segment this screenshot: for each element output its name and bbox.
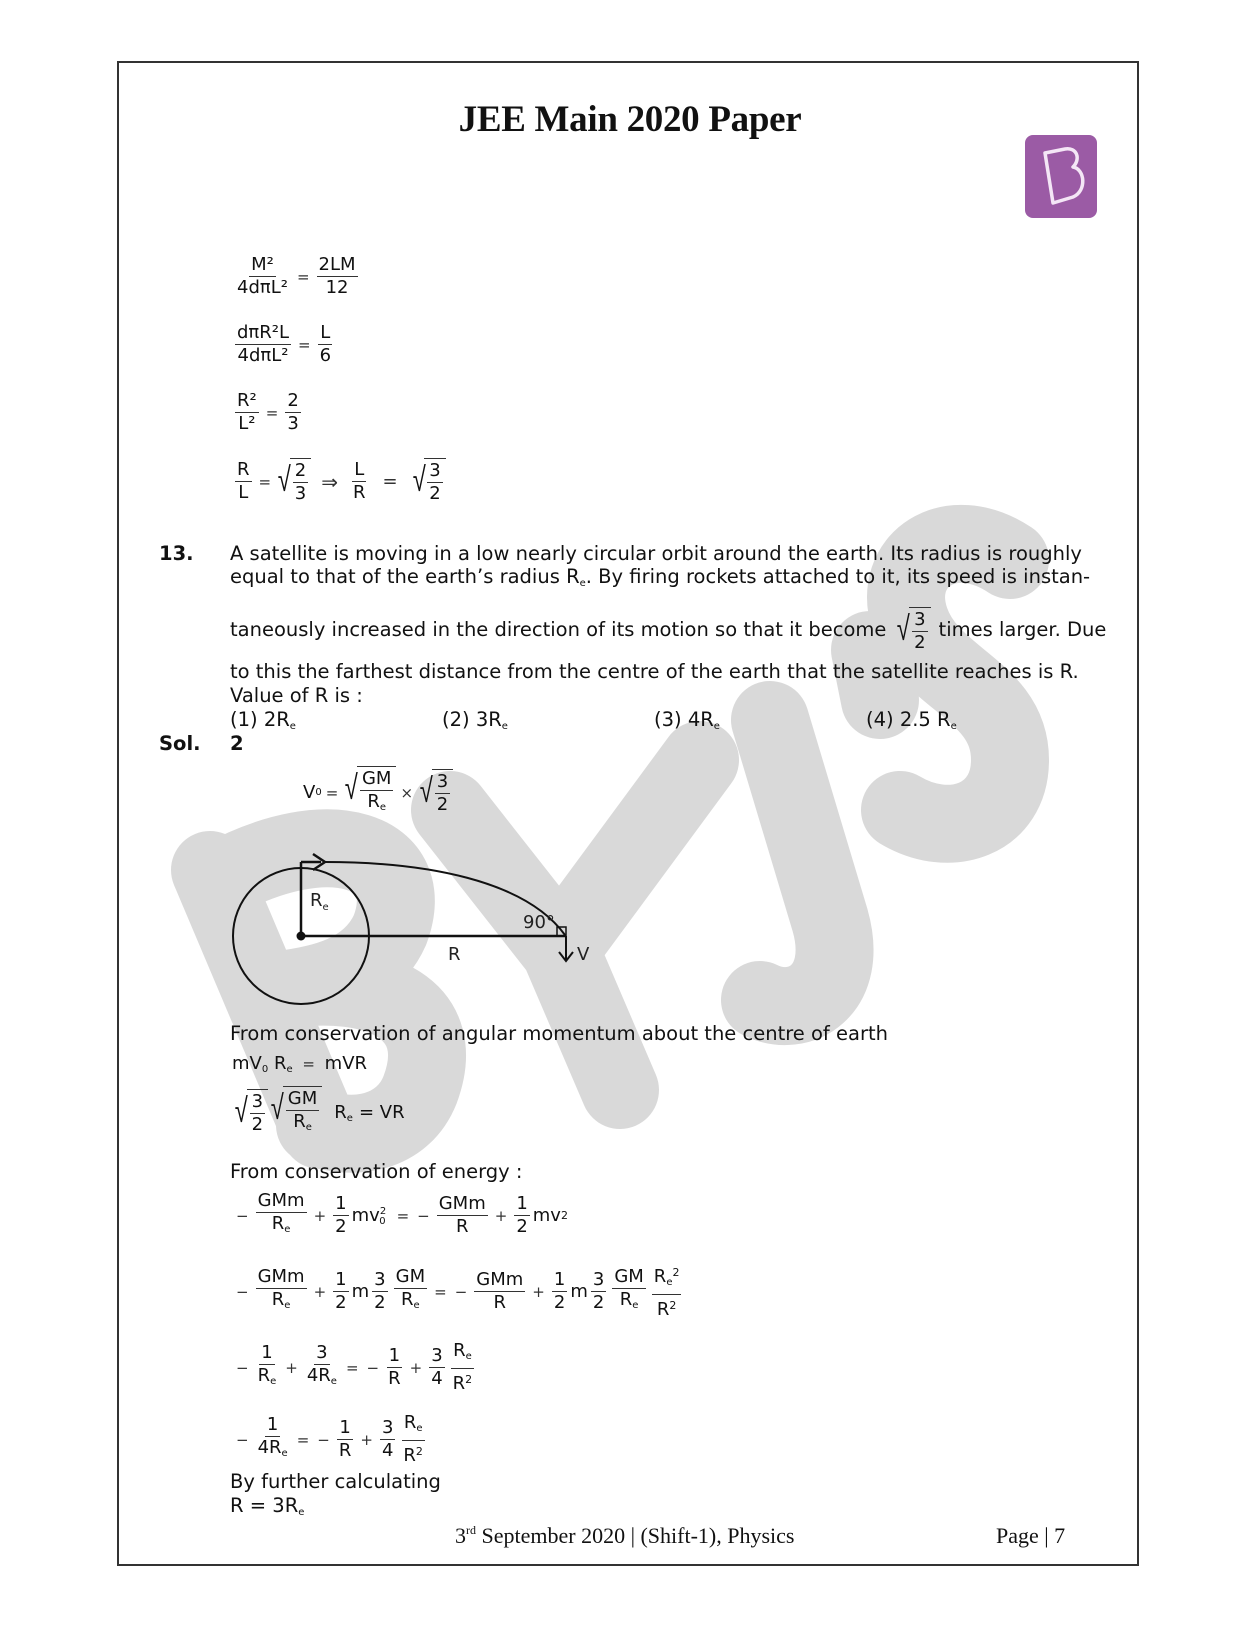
orbit-diagram	[225, 840, 605, 1020]
subscript: e	[950, 721, 957, 732]
fraction-denominator: 2	[914, 631, 926, 653]
fraction-numerator: 2	[287, 390, 299, 411]
subscript: e	[501, 721, 508, 732]
text: taneously increased in the direction of its motion so that it become	[230, 618, 887, 641]
energy-equation-1: − $\frac{\text{GMm}}{R_e}$ + $\frac{1}{2}$ mv 2 0 = − $\frac{\text{GMm}}{R}$ + $\frac{1}{2}$ mv 2	[236, 1190, 568, 1237]
byjus-logo	[1025, 135, 1097, 218]
text: times larger. Due	[938, 618, 1107, 641]
fraction-numerator: 3	[436, 771, 449, 792]
text: 3	[455, 1523, 466, 1548]
square-root: √ $\frac{2}{3}$	[275, 458, 311, 505]
subscript: e	[289, 721, 296, 732]
text: V	[303, 782, 316, 803]
question-line-4: to this the farthest distance from the centre of the earth that the satellite reaches is R.	[230, 660, 1079, 683]
fraction-denominator: 3	[287, 413, 299, 434]
angular-momentum-equation: $mV_0$ $R_e$ = mVR	[232, 1053, 368, 1075]
fraction-denominator: 4dπL²	[237, 345, 289, 366]
text: equal to that of the earth’s radius R	[230, 565, 580, 588]
question-line-3	[230, 600, 1106, 660]
square-root: √ $\frac{3}{2}$	[894, 607, 930, 654]
option-label: (2) 3R	[442, 708, 502, 731]
fraction-numerator: GM	[361, 768, 392, 789]
page-title: JEE Main 2020 Paper	[458, 99, 802, 140]
prev-eq-4: $\frac{R}{L}$ = √ $\frac{2}{3}$ ⇒ $\frac{L}{R}$ = √ $\frac{3}{2}$	[232, 458, 446, 505]
energy-text: From conservation of energy :	[230, 1160, 523, 1183]
fraction-denominator: 4dπL²	[237, 277, 288, 298]
text: = VR	[358, 1102, 405, 1123]
fraction-numerator: dπR²L	[237, 322, 290, 343]
further-calculating-text: By further calculating	[230, 1470, 441, 1493]
square-root: √ $\frac{GM}{R_e}$	[342, 766, 396, 819]
subscript: e	[379, 802, 387, 813]
fraction-denominator: 6	[319, 345, 332, 366]
subscript: 0	[315, 787, 322, 798]
logo-b-icon	[1025, 135, 1097, 218]
fraction-denominator: 2	[436, 794, 449, 815]
square-root: √ $\frac{GM}{R_e}$	[268, 1086, 322, 1139]
fraction-numerator: 2LM	[318, 254, 356, 275]
footer-date	[455, 1523, 794, 1549]
superscript: rd	[466, 1523, 476, 1537]
question-line-5: Value of R is :	[230, 684, 363, 707]
energy-equation-2: − $\frac{\text{GMm}}{R_e}$ + $\frac{1}{2}$ m $\frac{3}{2}$ $\frac{GM}{R_e}$ = − $\frac{\text{GMm}}{R}$ + $\frac{1}{2}$ m $\frac{3}{2}$ $\frac{GM}{R_e}$ $\frac{R_e^2}{R^2}$	[232, 1262, 684, 1321]
fraction-denominator: L²	[238, 413, 256, 434]
text: September 2020 | (Shift-1), Physics	[476, 1523, 795, 1548]
prev-eq-3: $\frac{\text{R²}}{\text{L²}}$ = $\frac{2}{3}$	[237, 390, 299, 434]
text: R = 3R	[230, 1494, 299, 1517]
implies-arrow: ⇒	[321, 469, 338, 494]
option-label: (3) 4R	[654, 708, 714, 731]
fraction-denominator: 12	[325, 277, 349, 298]
fraction-numerator: L	[320, 322, 331, 343]
question-line-2	[230, 565, 1090, 596]
footer-page-number: Page | 7	[996, 1523, 1066, 1548]
energy-equation-4: − $\frac{1}{4R_e}$ = − $\frac{1}{R}$ + $\frac{3}{4}$ $\frac{R_e}{R^2}$	[236, 1412, 423, 1466]
fraction-denominator: 2	[429, 483, 441, 504]
solution-answer: 2	[230, 732, 244, 755]
angular-momentum-equation-2: √ $\frac{3}{2}$ √ $\frac{GM}{R_e}$ $R_e$ = VR	[232, 1086, 405, 1139]
fraction-denominator: R	[352, 482, 366, 503]
angle-label: 90°	[523, 912, 555, 933]
energy-equation-3: − $\frac{1}{R_e}$ + $\frac{3}{4R_e}$ = − $\frac{1}{R}$ + $\frac{3}{4}$ $\frac{R_e}{R^2}$	[236, 1340, 473, 1394]
subscript: e	[579, 578, 586, 589]
option-label: (1) 2R	[230, 708, 290, 731]
option-3	[654, 708, 720, 739]
fraction-numerator: R	[237, 459, 250, 480]
text: . By firing rockets attached to it, its speed is instan-	[585, 565, 1091, 588]
square-root: √ $\frac{3}{2}$	[410, 458, 446, 505]
times-sign: ×	[400, 783, 414, 802]
fraction-denominator	[365, 791, 388, 819]
solution-label: Sol.	[159, 732, 201, 755]
fraction-numerator: 2	[294, 460, 307, 481]
subscript: e	[298, 1507, 305, 1518]
angular-momentum-text: From conservation of angular momentum about the centre of earth	[230, 1022, 888, 1045]
re-label: $R_e$	[310, 890, 329, 913]
prev-eq-1: $\frac{\text{M²}}{\text{4dπL²}}$ = $\frac{2LM}{12}$	[237, 254, 356, 298]
prev-eq-2: $\frac{\text{dπR²L}}{\text{4dπL²}}$ = $\frac{L}{6}$	[237, 322, 332, 366]
fraction-numerator: M²	[251, 254, 274, 275]
fraction-numerator: 3	[429, 460, 441, 481]
r-label: R	[448, 944, 461, 965]
fraction-numerator: 3	[914, 608, 926, 630]
fraction-numerator: L	[354, 459, 365, 480]
square-root: √ $\frac{3}{2}$	[417, 769, 453, 816]
square-root: √ $\frac{3}{2}$	[232, 1089, 268, 1136]
question-line-1: A satellite is moving in a low nearly circular orbit around the earth. Its radius is roughly	[230, 542, 1082, 565]
text: R	[367, 791, 380, 812]
final-answer	[230, 1494, 304, 1525]
subscript: e	[713, 721, 720, 732]
option-2	[442, 708, 508, 739]
option-label: (4) 2.5 R	[866, 708, 951, 731]
question-number: 13.	[159, 542, 194, 565]
fraction-denominator: 3	[294, 483, 307, 504]
fraction-numerator: R²	[237, 390, 257, 411]
v-label: V	[577, 944, 590, 965]
option-4	[866, 708, 957, 739]
v0-equation: V 0 = √ $\frac{GM}{R_e}$ × √ $\frac{3}{2}$	[303, 766, 453, 819]
fraction-denominator: L	[238, 482, 249, 503]
